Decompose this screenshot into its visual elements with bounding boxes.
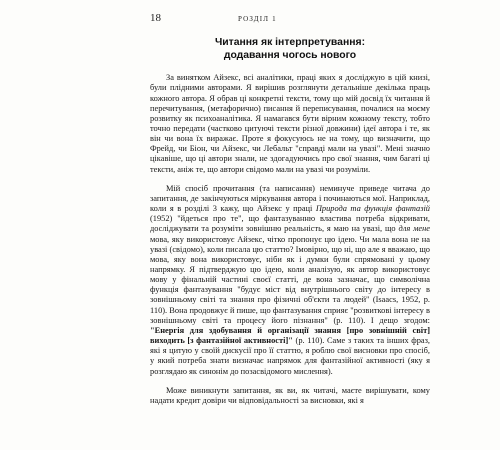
chapter-title-line-1: Читання як інтерпретування: [214,37,366,48]
chapter-title [150,37,430,62]
paragraph-text: мова, яку використовує Айзекс, чітко пропонує цю ідею. Чи мала вона не на увазі (свідомо), коли писала цю статтю? Імовірно, що ні, що але я вважаю, що мова, яку вона використовує, ніби як і думки були спрямовані у цьому напрямку. Я підтверджую цю ідею, коли аналізую, як автор використовує мову у фінальній частині своєї статті, де вона зазначає, що символічна функція фантазування "будує міст від внутрішнього світу до інтересу в зовнішньому світі та знання про фізичні об'єкти та людей" (Isaacs, 1952, p. 110). Вона продовжує й пише, що фантазування сприяє "розвиткові інтересу в зовнішньому світі та процесу його пізнання" (p. 110). І дещо згодом: [150,234,430,325]
italic-text: для мене [398,224,431,234]
paragraph-text: Може виникнути запитання, як ви, як читачі, маєте вирішувати, кому надати кредит довіри чи відповідальності за висновки, які я [150,385,430,405]
bold-text: "Енергія для здобування й організації знання [про зовнішній світ] виходить [з фантазійної активності]" [150,325,430,346]
paragraph-text: За винятком Айзекс, всі аналітики, праці яких я досліджую в цій книзі, були плідними авторами. Я вирішив розглянути детальніше декілька праць кожного автора. Я обрав ці конкретні тексти, тому що мій досвід їх читання й перечитування, (метафорично) писання й переписування, почалися на моєму розвитку як психоаналітика. Я намагався бути вірним кожному тексту, тобто точно передати (частково цитуючі тексти різної довжини) ідеї автора і те, як він чи вона їх виражає. Проте я фокусуюсь не на тому, що визначити, що Фрейд, чи Біон, чи Айзекс, чи Лебальт "справді мали на увазі". Мені значно цікавіше, що ці автори знали, не здогадуючись про свої знання, чим багаті ці тексти, аніж те, що автори свідомо мали на увазі чи розуміли. [150,73,430,174]
paragraph-text: (1952) "йдеться про те", що фантазуванню властива потреба відкривати, досліджувати та розуміти зовнішню реальність, я маю на увазі, що [150,214,430,234]
running-head [150,12,430,26]
body-text [150,73,430,406]
paragraph [150,73,430,175]
paragraph-text: (p. 110). Саме з таких та інших фраз, які я цитую у своїй дискусії про її статтю, я роблю свої висновки про спосіб, у який потреба знати визначає напрямок для фантазійної активності (яку я розглядаю як синонім до позасвідомого мислення). [150,336,430,376]
italic-text: Природа та функція фантазій [315,204,430,214]
paragraph [150,184,430,377]
paragraph-text: Мій спосіб прочитання (та написання) неминуче приведе читача до запитання, де закінчуються міркування автора і починаються мої. Наприклад, коли я в розділі 3 кажу, що Айзекс у праці [150,183,430,214]
section-label: РОЗДІЛ 1 [238,15,277,23]
paragraph [150,386,430,406]
page-number: 18 [150,12,161,24]
chapter-title-line-2: додавання чогось нового [223,49,357,61]
